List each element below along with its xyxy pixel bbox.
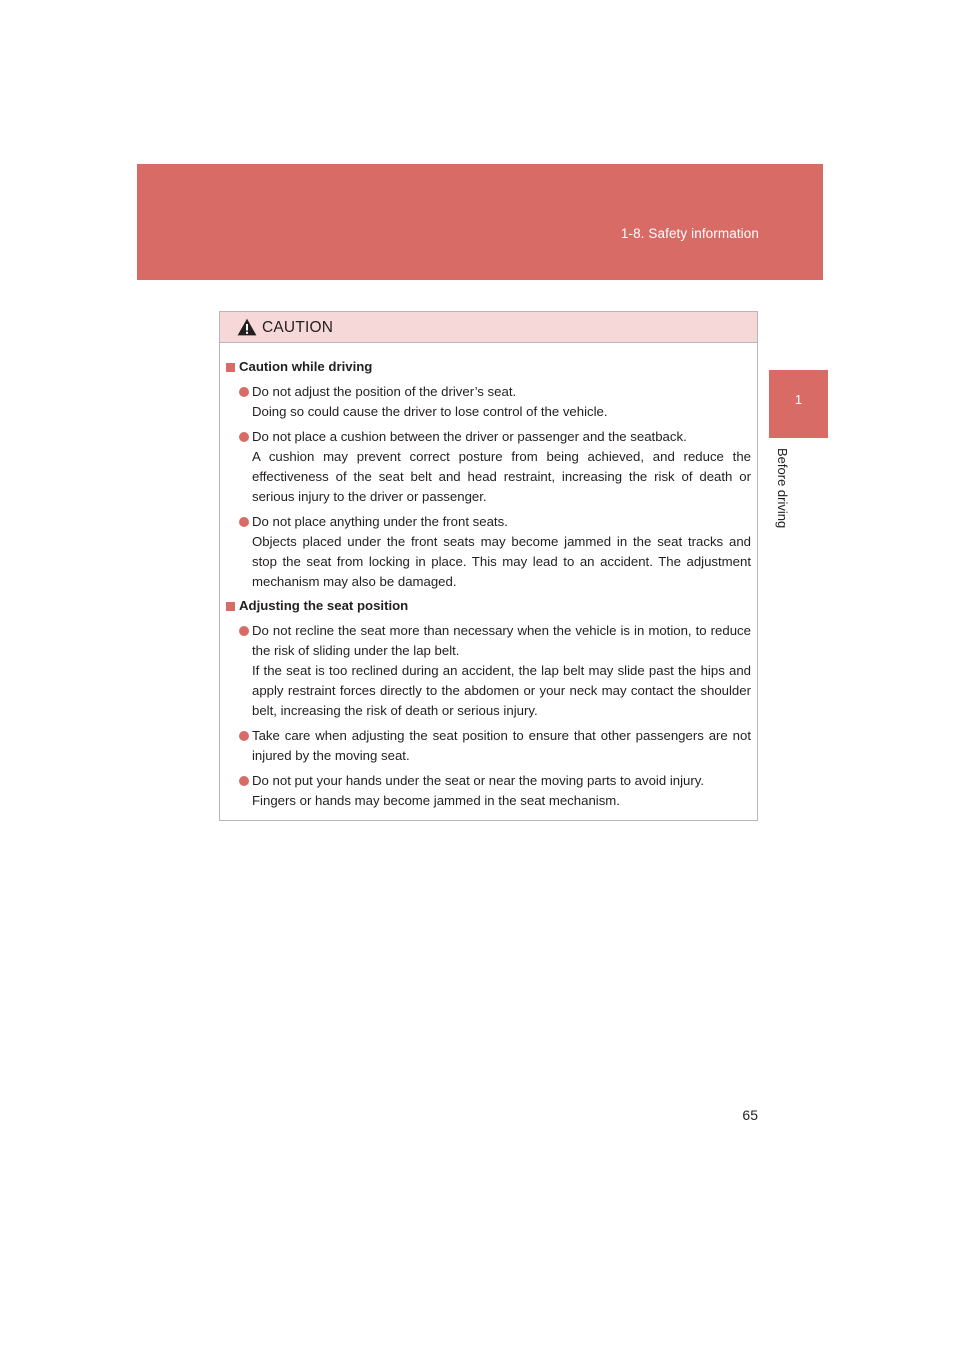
circle-bullet-icon <box>239 731 249 741</box>
item-text: Do not place anything under the front seats. <box>252 514 508 529</box>
item-text: Do not adjust the position of the driver’s seat. <box>252 384 517 399</box>
caution-content <box>220 343 757 811</box>
item-text: Doing so could cause the driver to lose control of the vehicle. <box>252 404 608 419</box>
section-title: 1-8. Safety information <box>620 226 759 241</box>
item-text: Take care when adjusting the seat position to ensure that other passengers are not injured by the moving seat. <box>252 728 751 763</box>
circle-bullet-icon <box>239 517 249 527</box>
section-heading-text: Adjusting the seat position <box>239 598 409 613</box>
item-text: If the seat is too reclined during an accident, the lap belt may slide past the hips and apply restraint forces directly to the abdomen or your neck may contact the shoulder belt, increasing the risk of death or serious injury. <box>252 663 751 718</box>
list-item <box>226 726 751 766</box>
caution-box <box>219 311 758 821</box>
chapter-number: 1 <box>794 392 803 407</box>
item-text: Do not place a cushion between the driver or passenger and the seatback. <box>252 429 687 444</box>
section-heading <box>226 357 751 377</box>
list-item <box>226 427 751 507</box>
caution-header <box>220 312 757 343</box>
item-text: Do not recline the seat more than necessary when the vehicle is in motion, to reduce the risk of sliding under the lap belt. <box>252 623 751 658</box>
square-bullet-icon <box>226 602 235 611</box>
chapter-label: Before driving <box>775 448 790 529</box>
item-text: A cushion may prevent correct posture from being achieved, and reduce the effectiveness of the seat belt and head restraint, increasing the risk of death or serious injury to the driver or passenger. <box>252 449 751 504</box>
page-number: 65 <box>742 1107 758 1123</box>
list-item <box>226 382 751 422</box>
section-heading <box>226 596 751 616</box>
warning-icon <box>237 318 257 336</box>
circle-bullet-icon <box>239 626 249 636</box>
square-bullet-icon <box>226 363 235 372</box>
caution-title: CAUTION <box>262 319 334 336</box>
item-text: Do not put your hands under the seat or near the moving parts to avoid injury. <box>252 773 705 788</box>
chapter-tab[interactable] <box>769 370 828 438</box>
item-text: Fingers or hands may become jammed in the seat mechanism. <box>252 793 620 808</box>
item-text: Objects placed under the front seats may become jammed in the seat tracks and stop the seat from locking in place. This may lead to an accident. The adjustment mechanism may also be damaged. <box>252 534 751 589</box>
circle-bullet-icon <box>239 432 249 442</box>
list-item <box>226 512 751 592</box>
circle-bullet-icon <box>239 776 249 786</box>
list-item <box>226 621 751 721</box>
header-band <box>137 164 823 280</box>
circle-bullet-icon <box>239 387 249 397</box>
section-heading-text: Caution while driving <box>239 359 373 374</box>
list-item <box>226 771 751 811</box>
